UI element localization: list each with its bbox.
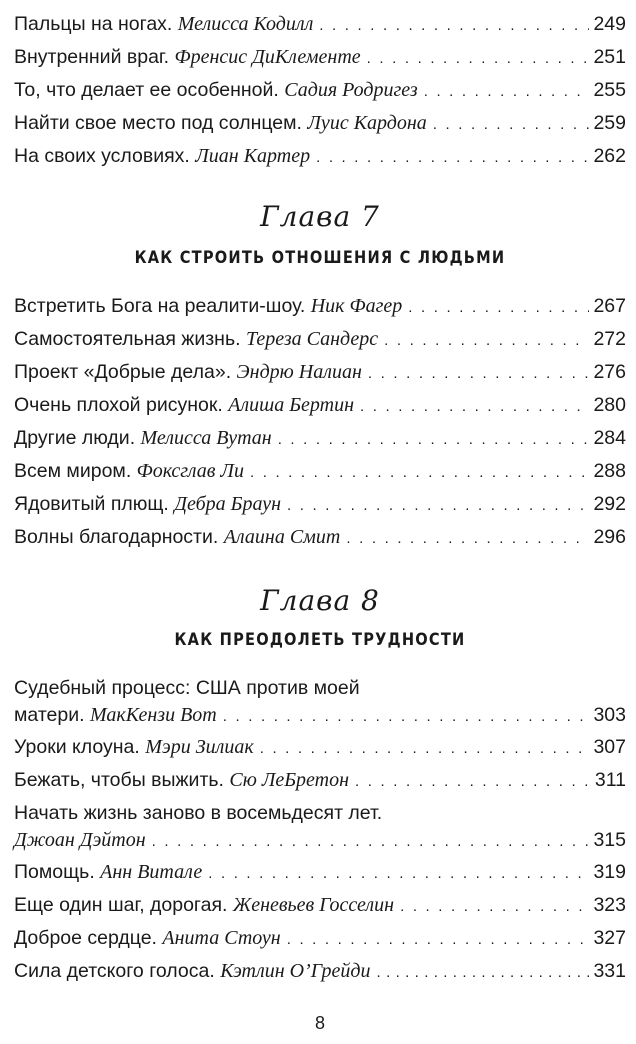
- entry-author: Луис Кардона: [307, 112, 427, 134]
- dot-leader: [287, 489, 589, 522]
- entry-author: МакКензи Вот: [89, 704, 217, 726]
- entry-page-number: 303: [593, 704, 626, 726]
- dot-leader: [367, 42, 590, 75]
- entry-author: Френсис ДиКлементе: [174, 46, 361, 68]
- toc-entry: [14, 323, 626, 357]
- entry-page-number: 292: [593, 493, 626, 515]
- entry-author: Садия Родригез: [284, 79, 418, 101]
- toc-entry: [14, 8, 626, 42]
- dot-leader: [223, 700, 590, 733]
- entry-author: Анита Стоун: [162, 927, 281, 949]
- entry-title: Сила детского голоса.: [14, 960, 215, 982]
- entry-author: Лиан Картер: [195, 145, 311, 167]
- entry-author: Ник Фагер: [310, 295, 403, 317]
- entry-title: Ядовитый плющ.: [14, 493, 169, 515]
- toc-entry: [14, 955, 626, 989]
- dot-leader: [355, 765, 591, 798]
- chapter-8-subtitle: КАК ПРЕОДОЛЕТЬ ТРУДНОСТИ: [174, 630, 466, 650]
- dot-leader: [278, 423, 590, 456]
- entry-page-number: 251: [593, 46, 626, 68]
- entry-author: Алиша Бертин: [228, 394, 355, 416]
- entry-page-number: 280: [593, 394, 626, 416]
- dot-leader: [384, 324, 589, 357]
- entry-title: Волны благодарности.: [14, 526, 219, 548]
- toc-entry: [14, 672, 626, 733]
- dot-leader: [377, 956, 590, 989]
- entry-author: Мэри Зилиак: [145, 736, 254, 758]
- entry-author: Сю ЛеБретон: [229, 769, 350, 791]
- entry-page-number: 315: [593, 829, 626, 851]
- entry-title: Бежать, чтобы выжить.: [14, 769, 224, 791]
- toc-entry: [14, 922, 626, 956]
- entry-page-number: 249: [593, 13, 626, 35]
- page-number-footer: 8: [314, 1013, 325, 1033]
- dot-leader: [368, 357, 590, 390]
- dot-leader: [152, 825, 590, 858]
- entry-author: Мелисса Вутан: [140, 427, 272, 449]
- toc-entry: [14, 356, 626, 390]
- entry-title: Всем миром.: [14, 460, 132, 482]
- dot-leader: [250, 456, 589, 489]
- entry-title: Встретить Бога на реалити-шоу.: [14, 295, 306, 317]
- dot-leader: [433, 108, 590, 141]
- entry-page-number: 288: [593, 460, 626, 482]
- entry-page-number: 284: [593, 427, 626, 449]
- toc-entry: [14, 889, 626, 923]
- entry-title: Внутренний враг.: [14, 46, 170, 68]
- entry-page-number: 255: [593, 79, 626, 101]
- dot-leader: [319, 9, 589, 42]
- chapter-8-heading: Глава 8: [260, 584, 380, 617]
- dot-leader: [208, 857, 589, 890]
- entry-page-number: 331: [593, 960, 626, 982]
- entry-title: Уроки клоуна.: [14, 736, 140, 758]
- dot-leader: [260, 732, 590, 765]
- entry-page-number: 311: [594, 769, 626, 791]
- entry-page-number: 276: [593, 361, 626, 383]
- entry-title: Другие люди.: [14, 427, 136, 449]
- dot-leader: [360, 390, 589, 423]
- entry-author: Анн Витале: [100, 861, 203, 883]
- toc-entry: [14, 290, 626, 324]
- entry-title-line-1: Судебный процесс: США против моей: [14, 677, 360, 699]
- toc-entry: [14, 389, 626, 423]
- toc-entry: [14, 797, 626, 858]
- entry-title: Проект «Добрые дела».: [14, 361, 232, 383]
- toc-entry: [14, 422, 626, 456]
- toc-entry: [14, 140, 626, 174]
- entry-title: Еще один шаг, дорогая.: [14, 894, 228, 916]
- entry-author: Джоан Дэйтон: [14, 829, 146, 851]
- dot-leader: [408, 291, 589, 324]
- entry-title-line-1: Начать жизнь заново в восемьдесят лет.: [14, 802, 383, 824]
- entry-title: матери.: [14, 704, 85, 726]
- entry-author: Женевьев Госселин: [232, 894, 395, 916]
- toc-page: [14, 0, 626, 1044]
- entry-title: Очень плохой рисунок.: [14, 394, 223, 416]
- dot-leader: [316, 141, 589, 174]
- entry-page-number: 267: [593, 295, 626, 317]
- entry-title: Найти свое место под солнцем.: [14, 112, 302, 134]
- entry-author: Тереза Сандерс: [245, 328, 379, 350]
- entry-page-number: 319: [593, 861, 626, 883]
- entry-author: Дебра Браун: [174, 493, 281, 515]
- entry-title: То, что делает ее особенной.: [14, 79, 279, 101]
- toc-entry: [14, 731, 626, 765]
- entry-title: Доброе сердце.: [14, 927, 157, 949]
- toc-entry: [14, 856, 626, 890]
- entry-title: Помощь.: [14, 861, 95, 883]
- entry-title: На своих условиях.: [14, 145, 190, 167]
- toc-entry: [14, 107, 626, 141]
- entry-author: Фоксглав Ли: [136, 460, 244, 482]
- entry-page-number: 307: [593, 736, 626, 758]
- entry-page-number: 327: [593, 927, 626, 949]
- entry-author: Алаина Смит: [223, 526, 341, 548]
- entry-page-number: 259: [593, 112, 626, 134]
- toc-entry: [14, 764, 626, 798]
- chapter-7-heading: Глава 7: [260, 200, 380, 233]
- entry-page-number: 262: [593, 145, 626, 167]
- toc-entry: [14, 41, 626, 75]
- entry-page-number: 323: [593, 894, 626, 916]
- dot-leader: [400, 890, 589, 923]
- entry-page-number: 272: [593, 328, 626, 350]
- dot-leader: [346, 522, 589, 555]
- entry-page-number: 296: [593, 526, 626, 548]
- chapter-7-subtitle: КАК СТРОИТЬ ОТНОШЕНИЯ С ЛЮДЬМИ: [134, 248, 506, 268]
- entry-author: Мелисса Кодилл: [177, 13, 314, 35]
- entry-author: Кэтлин О’Грейди: [220, 960, 371, 982]
- toc-entry: [14, 488, 626, 522]
- dot-leader: [424, 75, 590, 108]
- entry-title: Самостоятельная жизнь.: [14, 328, 241, 350]
- toc-entry: [14, 74, 626, 108]
- toc-entry: [14, 521, 626, 555]
- dot-leader: [287, 923, 590, 956]
- entry-title: Пальцы на ногах.: [14, 13, 173, 35]
- entry-author: Эндрю Налиан: [236, 361, 362, 383]
- toc-entry: [14, 455, 626, 489]
